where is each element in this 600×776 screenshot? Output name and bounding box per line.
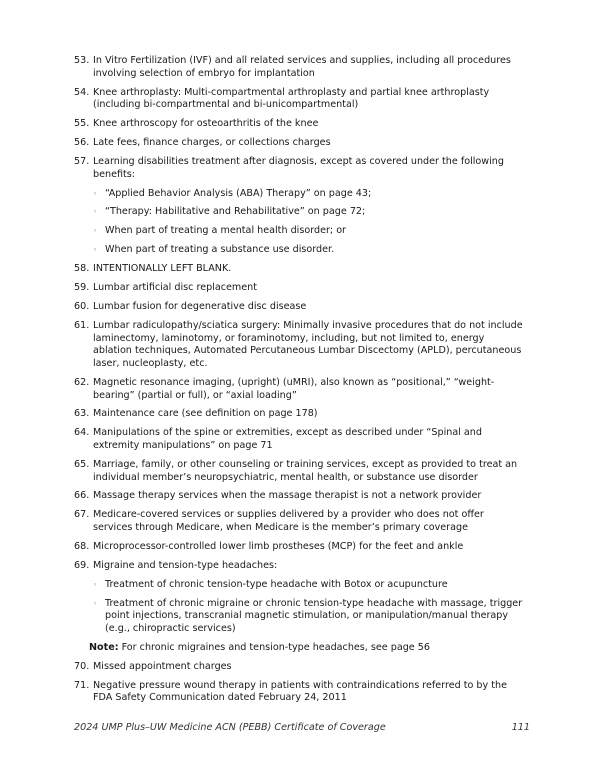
sub-list-item [93,188,524,201]
sub-list-item [93,206,524,219]
note-label: Note: [89,641,119,653]
list-item [74,541,524,554]
item-text: Lumbar artificial disc replacement [93,282,258,294]
list-item [74,87,524,112]
item-number: 71. [74,679,90,691]
item-text: Missed appointment charges [93,660,232,672]
item-number: 62. [74,376,90,388]
note-text: For chronic migraines and tension-type headaches, see page 56 [121,641,430,653]
item-text: INTENTIONALLY LEFT BLANK. [93,263,232,275]
item-number: 64. [74,427,90,439]
list-item [74,320,524,371]
sub-list-item [93,244,524,257]
item-body [93,156,524,257]
note [89,642,524,655]
sub-item-text: Treatment of chronic tension-type headache with Botox or acupuncture [105,578,448,590]
item-number: 65. [74,458,90,470]
sub-item-text: “Applied Behavior Analysis (ABA) Therapy” on page 43; [105,187,372,199]
list-item [74,490,524,503]
item-text: Knee arthroplasty: Multi-compartmental arthroplasty and partial knee arthroplasty (including bi-compartmental and bi-unicompartmental) [93,86,490,111]
list-item [74,118,524,131]
page-footer [74,722,530,733]
list-item [74,137,524,150]
item-text: Magnetic resonance imaging, (upright) (uMRI), also known as “positional,” “weight-bearing” (partial or full), or “axial loading” [93,376,495,401]
list-item [74,560,524,636]
exclusions-list [74,55,524,711]
item-number: 54. [74,86,90,98]
bullet-icon: ◦ [93,208,98,217]
item-text: Massage therapy services when the massage therapist is not a network provider [93,490,482,502]
bullet-icon: ◦ [93,246,98,255]
item-text: Negative pressure wound therapy in patients with contraindications referred to by the FDA Safety Communication dated February 24, 2011 [93,679,507,704]
list-item [74,55,524,80]
item-text: Manipulations of the spine or extremities, except as described under “Spinal and extremity manipulations” on page 71 [93,427,482,451]
list-item [74,427,524,452]
item-text: Marriage, family, or other counseling or training services, except as provided to treat an individual member’s neuropsychiatric, mental health, or substance use disorder [93,458,518,483]
item-text: Learning disabilities treatment after diagnosis, except as covered under the following benefits: [93,155,504,180]
item-text: Microprocessor-controlled lower limb prostheses (MCP) for the feet and ankle [93,540,464,552]
item-number: 57. [74,155,90,167]
sub-item-text: When part of treating a substance use disorder. [105,244,335,256]
item-number: 69. [74,559,90,571]
sub-item-text: When part of treating a mental health disorder; or [105,225,347,237]
item-text: Knee arthroscopy for osteoarthritis of the knee [93,118,319,130]
sub-item-text: “Therapy: Habilitative and Rehabilitative” on page 72; [105,206,366,218]
item-number: 55. [74,118,90,130]
list-item [74,301,524,314]
list-item [74,263,524,276]
item-number: 67. [74,509,90,521]
list-item [74,661,524,674]
sub-list [93,579,524,636]
bullet-icon: ◦ [93,189,98,198]
bullet-icon: ◦ [93,599,98,608]
item-number: 56. [74,137,90,149]
item-body [93,560,524,636]
item-text: Lumbar fusion for degenerative disc disease [93,300,307,312]
page-number: 111 [511,722,530,733]
item-text: In Vitro Fertilization (IVF) and all related services and supplies, including all procedures involving selection of embryo for implantation [93,55,511,79]
item-text: Maintenance care (see definition on page 178) [93,408,318,420]
list-item [74,156,524,257]
sub-list-item [93,225,524,238]
sub-list-item [93,579,524,592]
item-number: 66. [74,490,90,502]
footer-title: 2024 UMP Plus–UW Medicine ACN (PEBB) Certificate of Coverage [74,722,386,733]
sub-list [93,188,524,257]
bullet-icon: ◦ [93,227,98,236]
item-number: 70. [74,660,90,672]
item-number: 63. [74,408,90,420]
item-number: 58. [74,263,90,275]
item-text: Medicare-covered services or supplies delivered by a provider who does not offer services through Medicare, when Medicare is the member’s primary coverage [93,509,484,534]
item-number: 53. [74,55,90,66]
list-item [74,680,524,705]
item-number: 60. [74,300,90,312]
list-item [74,377,524,402]
sub-list-item [93,598,524,636]
item-number: 68. [74,540,90,552]
bullet-icon: ◦ [93,580,98,589]
list-item [74,459,524,484]
item-number: 59. [74,282,90,294]
sub-item-text: Treatment of chronic migraine or chronic tension-type headache with massage, trigger point injections, transcranial magnetic stimulation, or manipulation/manual therapy (e.g., chiropractic services) [105,597,523,635]
list-item [74,408,524,421]
item-text: Lumbar radiculopathy/sciatica surgery: Minimally invasive procedures that do not include laminectomy, laminotomy, or foraminotomy, including, but not limited to, energy ablation techniques, Automated Percutaneous Lumbar Discectomy (APLD), percutaneous laser, nucleoplasty, etc. [93,319,523,369]
list-item [74,509,524,534]
list-item [74,282,524,295]
item-text: Late fees, finance charges, or collections charges [93,137,331,149]
item-number: 61. [74,319,90,331]
item-text: Migraine and tension-type headaches: [93,559,278,571]
